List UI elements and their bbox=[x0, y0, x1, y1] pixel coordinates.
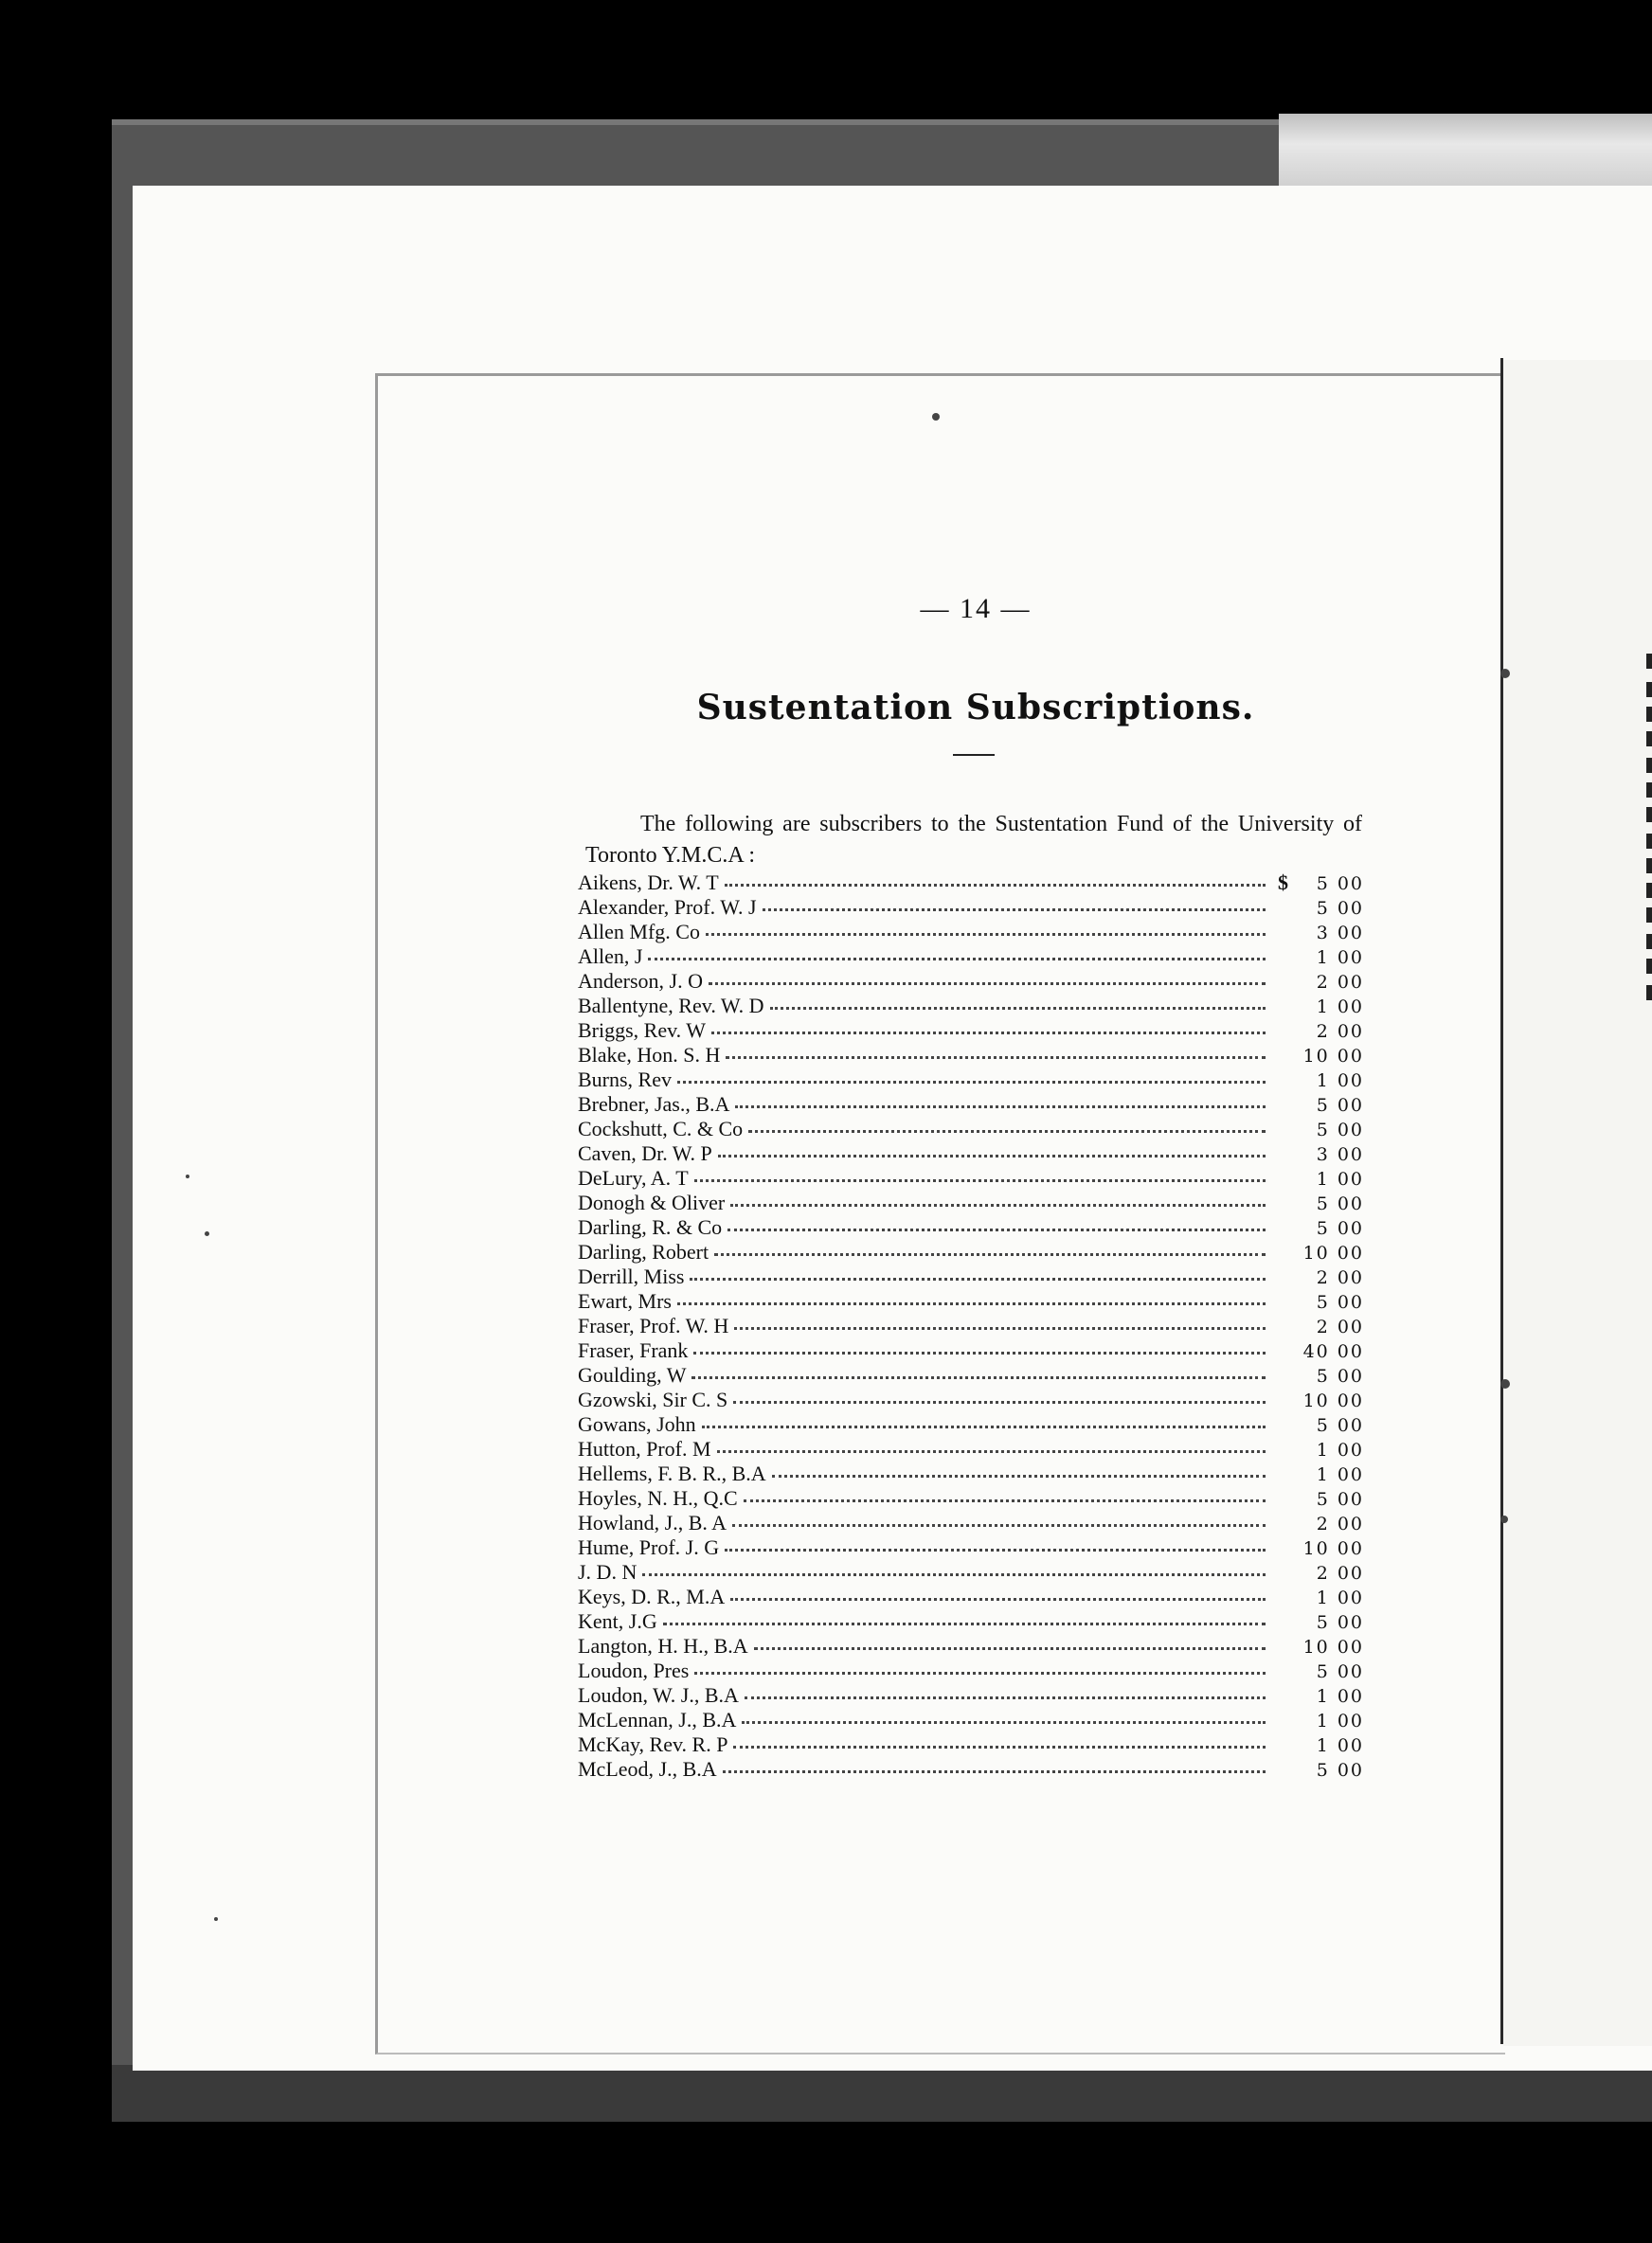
subscriber-list bbox=[578, 868, 1364, 1779]
subscription-amount: 10 00 bbox=[1302, 1391, 1364, 1411]
bottom-board-band bbox=[112, 2065, 1652, 2122]
subscriber-name: Gowans, John bbox=[578, 1412, 696, 1436]
facing-page-glyph bbox=[1646, 985, 1652, 1000]
page-title: Sustentation Subscriptions. bbox=[696, 688, 1255, 727]
facing-page-glyph bbox=[1646, 959, 1652, 974]
subscriber-name: Loudon, Pres bbox=[578, 1659, 690, 1682]
subscriber-name: McLeod, J., B.A bbox=[578, 1757, 717, 1781]
subscription-amount: 1 00 bbox=[1316, 1735, 1364, 1756]
subscription-amount: 5 00 bbox=[1316, 1366, 1364, 1387]
subscription-amount: 5 00 bbox=[1316, 898, 1364, 919]
dot-leader bbox=[711, 1013, 1266, 1034]
dot-leader bbox=[732, 1505, 1266, 1527]
subscriber-name: Donogh & Oliver bbox=[578, 1191, 726, 1214]
subscriber-name: Goulding, W bbox=[578, 1363, 687, 1387]
dot-leader bbox=[694, 1160, 1266, 1182]
subscription-amount: 1 00 bbox=[1316, 1588, 1364, 1608]
dot-leader bbox=[733, 1727, 1266, 1749]
subscription-amount: 5 00 bbox=[1316, 1218, 1364, 1239]
subscriber-name: Anderson, J. O bbox=[578, 969, 703, 993]
subscription-amount: 2 00 bbox=[1316, 1317, 1364, 1337]
dot-leader bbox=[725, 865, 1266, 887]
binding-strip bbox=[1279, 114, 1652, 189]
subscriber-name: Brebner, Jas., B.A bbox=[578, 1092, 730, 1116]
subscription-amount: 1 00 bbox=[1316, 1686, 1364, 1707]
facing-page-glyph bbox=[1646, 883, 1652, 898]
facing-page-glyph bbox=[1646, 934, 1652, 949]
dot-leader bbox=[734, 1308, 1266, 1330]
subscription-amount: 5 00 bbox=[1316, 1095, 1364, 1116]
facing-page-glyph bbox=[1646, 834, 1652, 849]
dot-leader bbox=[648, 939, 1266, 960]
paper-speck bbox=[1500, 669, 1510, 678]
subscription-amount: 10 00 bbox=[1302, 1538, 1364, 1559]
subscriber-name: Allen Mfg. Co bbox=[578, 920, 700, 943]
dot-leader bbox=[727, 1210, 1266, 1231]
subscription-amount: 2 00 bbox=[1316, 1021, 1364, 1042]
subscription-amount: 5 00 bbox=[1316, 1292, 1364, 1313]
subscriber-name: Blake, Hon. S. H bbox=[578, 1043, 721, 1067]
subscriber-name: Alexander, Prof. W. J bbox=[578, 895, 757, 919]
dot-leader bbox=[718, 1136, 1266, 1157]
subscription-amount: 10 00 bbox=[1302, 1243, 1364, 1264]
subscription-amount: 1 00 bbox=[1316, 1440, 1364, 1461]
dot-leader bbox=[663, 1604, 1266, 1625]
subscriber-name: Darling, R. & Co bbox=[578, 1215, 723, 1239]
subscriber-name: Ewart, Mrs bbox=[578, 1289, 672, 1313]
subscriber-name: Cockshutt, C. & Co bbox=[578, 1117, 744, 1140]
page-number: — 14 — bbox=[920, 593, 1032, 624]
paper-speck bbox=[186, 1175, 189, 1178]
facing-page-glyph bbox=[1646, 807, 1652, 822]
subscriber-name: Hellems, F. B. R., B.A bbox=[578, 1462, 766, 1485]
subscriber-name: Briggs, Rev. W bbox=[578, 1018, 707, 1042]
subscription-amount: 1 00 bbox=[1316, 947, 1364, 968]
dot-leader bbox=[735, 1086, 1266, 1108]
paper-speck bbox=[932, 413, 940, 421]
subscriber-name: Derrill, Miss bbox=[578, 1265, 685, 1288]
list-item bbox=[578, 1754, 1364, 1779]
dot-leader bbox=[770, 988, 1266, 1010]
facing-page-glyph bbox=[1646, 782, 1652, 798]
subscriber-name: Langton, H. H., B.A bbox=[578, 1634, 748, 1658]
paper-speck bbox=[1500, 1516, 1508, 1523]
dot-leader bbox=[691, 1357, 1266, 1379]
paper-speck bbox=[205, 1231, 209, 1236]
dot-leader bbox=[733, 1382, 1266, 1404]
subscription-amount: 1 00 bbox=[1316, 1711, 1364, 1732]
dot-leader bbox=[726, 1037, 1266, 1059]
dot-leader bbox=[772, 1456, 1266, 1478]
subscription-amount: 5 00 bbox=[1316, 1415, 1364, 1436]
paper-speck bbox=[214, 1917, 218, 1921]
subscription-amount: 5 00 bbox=[1316, 1661, 1364, 1682]
subscriber-name: Caven, Dr. W. P bbox=[578, 1141, 712, 1165]
dot-leader bbox=[754, 1628, 1266, 1650]
subscription-amount: 3 00 bbox=[1316, 923, 1364, 943]
dot-leader bbox=[706, 914, 1266, 936]
dot-leader bbox=[677, 1283, 1266, 1305]
subscriber-name: Fraser, Prof. W. H bbox=[578, 1314, 729, 1337]
subscription-amount: 2 00 bbox=[1316, 1514, 1364, 1534]
dot-leader bbox=[742, 1702, 1266, 1724]
subscription-amount: 1 00 bbox=[1316, 1070, 1364, 1091]
dot-leader bbox=[725, 1530, 1266, 1552]
heading-divider bbox=[953, 754, 995, 756]
facing-page-glyph bbox=[1646, 682, 1652, 697]
subscriber-name: Darling, Robert bbox=[578, 1240, 709, 1264]
subscriber-name: Gzowski, Sir C. S bbox=[578, 1388, 728, 1411]
subscription-amount: 3 00 bbox=[1316, 1144, 1364, 1165]
dot-leader bbox=[714, 1234, 1266, 1256]
subscriber-name: Allen, J bbox=[578, 944, 643, 968]
dot-leader bbox=[694, 1653, 1266, 1675]
paper-speck bbox=[1500, 1379, 1510, 1389]
dot-leader bbox=[690, 1259, 1266, 1281]
subscriber-name: Kent, J.G bbox=[578, 1609, 657, 1633]
dot-leader bbox=[702, 1407, 1266, 1428]
subscription-amount: 10 00 bbox=[1302, 1046, 1364, 1067]
subscription-amount: 5 00 bbox=[1316, 1612, 1364, 1633]
dot-leader bbox=[730, 1579, 1266, 1601]
subscriber-name: Aikens, Dr. W. T bbox=[578, 870, 719, 894]
subscriber-name: Fraser, Frank bbox=[578, 1338, 689, 1362]
subscriber-name: McLennan, J., B.A bbox=[578, 1708, 737, 1732]
facing-page-glyph bbox=[1646, 907, 1652, 923]
subscriber-name: Howland, J., B. A bbox=[578, 1511, 727, 1534]
dot-leader bbox=[748, 1111, 1266, 1133]
dot-leader bbox=[723, 1751, 1266, 1773]
subscription-amount: 5 00 bbox=[1316, 1193, 1364, 1214]
subscriber-name: Hutton, Prof. M bbox=[578, 1437, 711, 1461]
dot-leader bbox=[677, 1062, 1266, 1084]
subscription-amount: 2 00 bbox=[1316, 1563, 1364, 1584]
subscription-amount: 5 00 bbox=[1316, 873, 1364, 894]
subscriber-name: DeLury, A. T bbox=[578, 1166, 689, 1190]
currency-symbol: $ bbox=[1278, 870, 1288, 894]
facing-page-glyph bbox=[1646, 707, 1652, 722]
subscription-amount: 5 00 bbox=[1316, 1120, 1364, 1140]
dot-leader bbox=[642, 1554, 1266, 1576]
subscriber-name: Keys, D. R., M.A bbox=[578, 1585, 726, 1608]
subscription-amount: 2 00 bbox=[1316, 972, 1364, 993]
intro-paragraph: The following are subscribers to the Sustentation Fund of the University of Toronto Y.M.C.A : bbox=[585, 812, 1362, 868]
dot-leader bbox=[730, 1185, 1266, 1207]
subscription-amount: 10 00 bbox=[1302, 1637, 1364, 1658]
subscriber-name: Hoyles, N. H., Q.C bbox=[578, 1486, 738, 1510]
facing-page-glyph bbox=[1646, 731, 1652, 746]
subscriber-name: Burns, Rev bbox=[578, 1068, 672, 1091]
subscription-amount: 40 00 bbox=[1302, 1341, 1364, 1362]
subscriber-name: McKay, Rev. R. P bbox=[578, 1732, 728, 1756]
dot-leader bbox=[709, 963, 1266, 985]
facing-page-glyph bbox=[1646, 758, 1652, 773]
dot-leader bbox=[717, 1431, 1266, 1453]
subscriber-name: Ballentyne, Rev. W. D bbox=[578, 994, 764, 1017]
subscription-amount: 1 00 bbox=[1316, 1169, 1364, 1190]
subscriber-name: J. D. N bbox=[578, 1560, 637, 1584]
dot-leader bbox=[744, 1480, 1266, 1502]
dot-leader bbox=[763, 889, 1266, 911]
dot-leader bbox=[693, 1333, 1266, 1355]
subscription-amount: 5 00 bbox=[1316, 1489, 1364, 1510]
subscription-amount: 2 00 bbox=[1316, 1267, 1364, 1288]
facing-page-glyph bbox=[1646, 858, 1652, 873]
dot-leader bbox=[745, 1678, 1266, 1699]
subscription-amount: 5 00 bbox=[1316, 1760, 1364, 1781]
facing-page-glyph bbox=[1646, 654, 1652, 669]
subscription-amount: 1 00 bbox=[1316, 996, 1364, 1017]
subscriber-name: Loudon, W. J., B.A bbox=[578, 1683, 739, 1707]
subscriber-name: Hume, Prof. J. G bbox=[578, 1535, 720, 1559]
subscription-amount: 1 00 bbox=[1316, 1464, 1364, 1485]
